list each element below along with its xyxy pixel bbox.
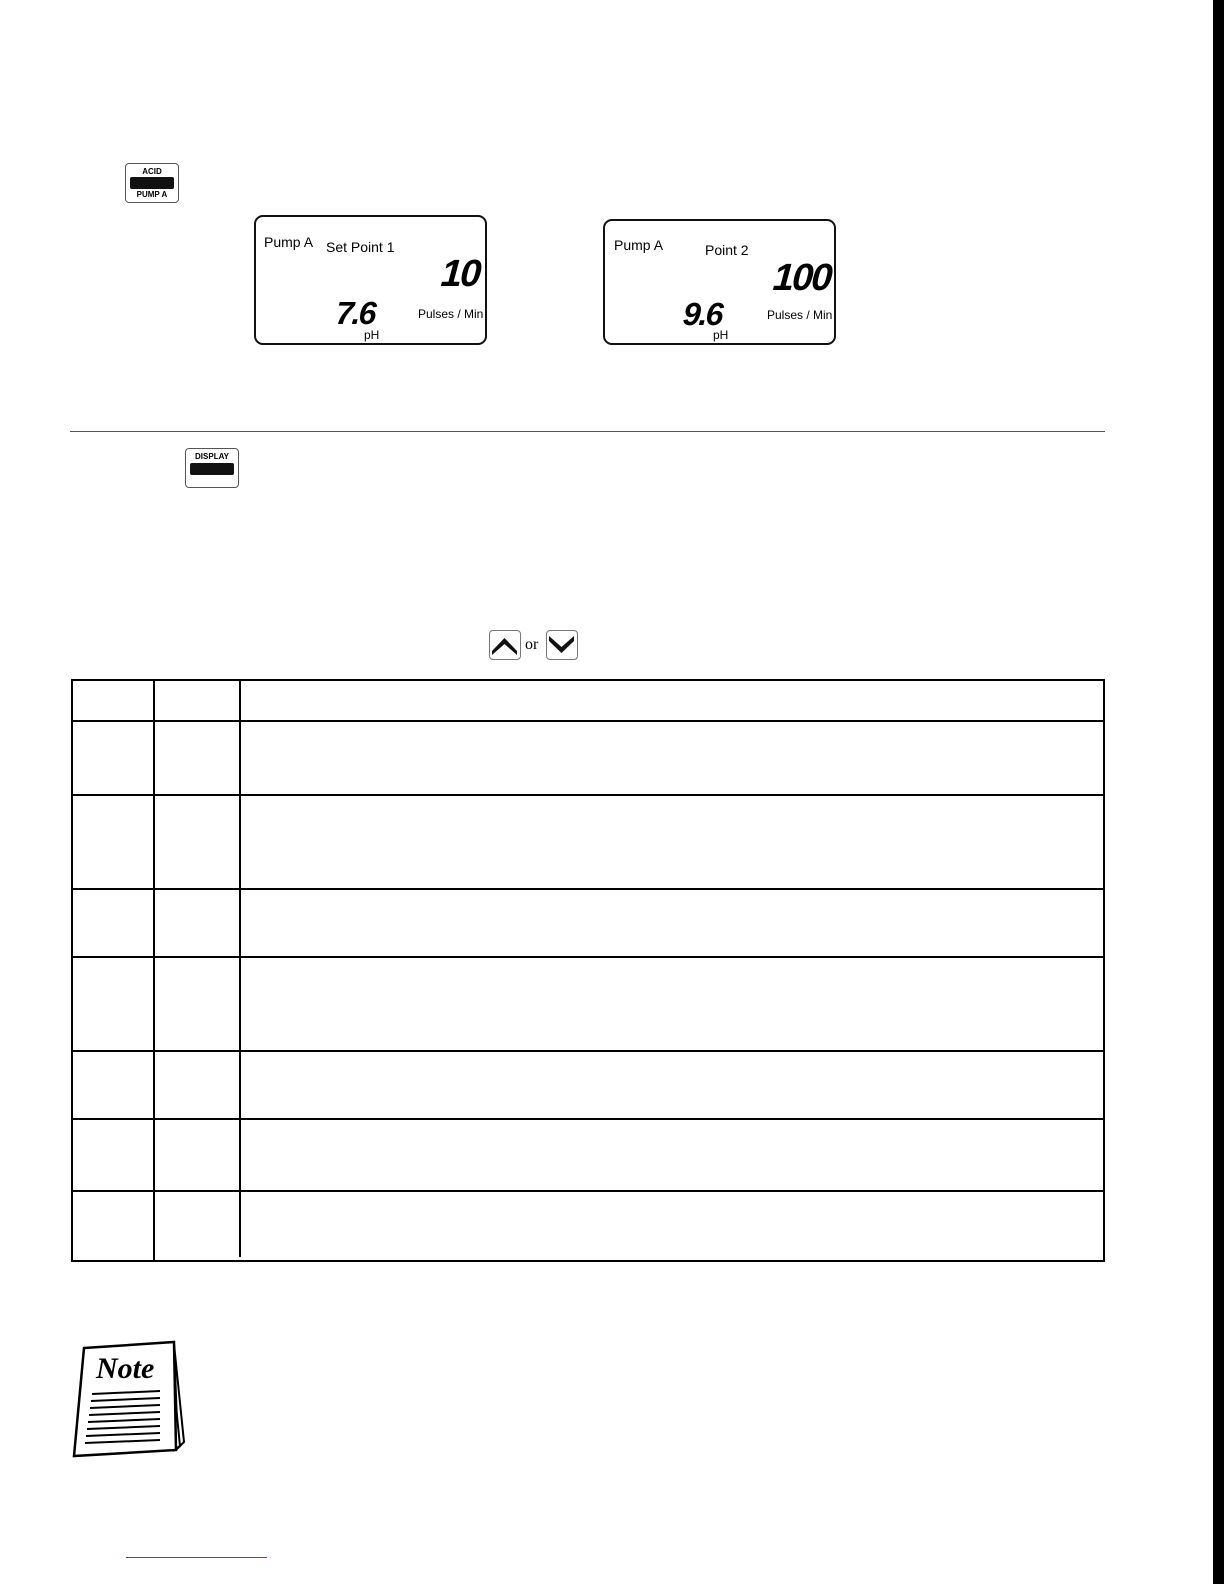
page-edge-bar <box>1213 0 1224 1584</box>
lcd-reading-value: 7.6 <box>334 295 376 331</box>
lcd-point-label: Point 2 <box>705 242 749 258</box>
lcd-pump-label: Pump A <box>264 234 314 250</box>
settings-table <box>71 679 1105 1262</box>
table-row-divider <box>73 888 1103 890</box>
note-icon <box>70 1338 190 1465</box>
lcd-reading-value: 9.6 <box>681 296 723 332</box>
acid-pump-a-button[interactable] <box>125 163 179 203</box>
display-key-bar <box>190 463 234 475</box>
lcd-display-point-2 <box>603 219 836 345</box>
lcd-reading-unit: pH <box>713 328 729 342</box>
display-label: DISPLAY <box>195 452 229 461</box>
acid-label: ACID <box>142 167 162 176</box>
table-row-divider <box>73 794 1103 796</box>
table-row-divider <box>73 720 1103 722</box>
table-row-divider <box>73 1190 1103 1192</box>
display-button[interactable] <box>185 448 239 488</box>
table-col-divider <box>153 681 155 1260</box>
acid-key-bar <box>130 177 174 189</box>
note-label: Note <box>96 1352 155 1385</box>
down-arrow-button[interactable] <box>546 630 578 660</box>
table-col-divider <box>239 681 241 1257</box>
chevron-up-icon <box>490 631 519 658</box>
lcd-pump-label: Pump A <box>614 237 664 253</box>
footer-link-underline[interactable] <box>126 1557 267 1558</box>
section-divider <box>70 431 1105 432</box>
lcd-rate-value: 100 <box>771 257 832 299</box>
lcd-rate-unit: Pulses / Min <box>767 308 833 322</box>
pump-a-label: PUMP A <box>136 190 168 199</box>
lcd-point-label: Set Point 1 <box>326 239 395 255</box>
lcd-rate-value: 10 <box>439 253 481 295</box>
lcd-display-set-point-1 <box>254 215 487 345</box>
table-row-divider <box>73 956 1103 958</box>
up-arrow-button[interactable] <box>489 630 521 660</box>
or-text: or <box>525 636 539 653</box>
table-row-divider <box>73 1118 1103 1120</box>
lcd-rate-unit: Pulses / Min <box>418 307 484 321</box>
table-row-divider <box>73 1050 1103 1052</box>
lcd-reading-unit: pH <box>364 328 380 342</box>
chevron-down-icon <box>547 631 576 658</box>
